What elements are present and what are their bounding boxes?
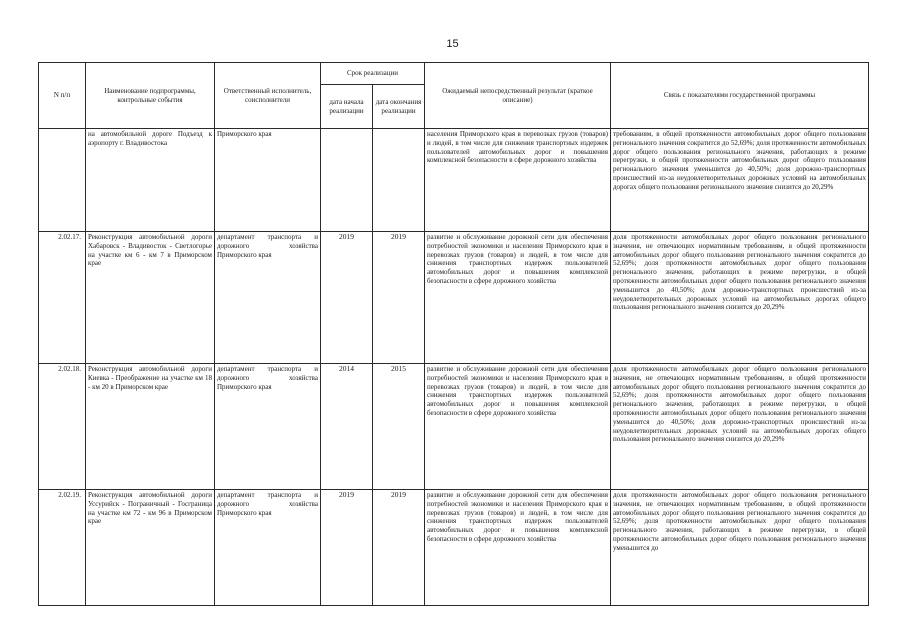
row-num: 2.02.19. (39, 490, 86, 606)
table-header (39, 63, 869, 129)
page-number: 15 (446, 38, 459, 50)
row-name: Реконструкция автомобильной дороги Хабаровск - Владивосток - Светлогорье на участке км 6 - км 7 в Приморском крае (86, 232, 215, 364)
row-link: доля протяженности автомобильных дорог общего пользования регионального значения, не отвечающих нормативным требованиям, в общей протяженности автомобильных дорог общего пользования регионального значения сократится до 52,69%; доля протяженности автомобильных дорог общего пользования регионального значения, работающих в режиме перегрузки, в общей протяженности автомобильных дорог общего пользования регионального значения уменьшится до (611, 490, 869, 606)
table-row (39, 364, 869, 490)
header-start: дата начала реализации (321, 85, 373, 129)
row-num: 2.02.17. (39, 232, 86, 364)
row-num (39, 129, 86, 232)
row-start: 2019 (321, 232, 373, 364)
row-executor: департамент транспорта и дорожного хозяйства Приморского края (215, 490, 321, 606)
row-result: населения Приморского края в перевозках грузов (товаров) и людей, в том числе для снижения транспортных издержек пользователей автомобильных дорог и повышения комплексной безопасности в сфере дорожного хозяйства (425, 129, 611, 232)
row-num: 2.02.18. (39, 364, 86, 490)
row-end (373, 129, 425, 232)
header-period: Срок реализации (321, 63, 425, 85)
row-executor: департамент транспорта и дорожного хозяйства Приморского края (215, 364, 321, 490)
header-result: Ожидаемый непосредственный результат (краткое описание) (425, 63, 611, 129)
header-end: дата окончания реализации (373, 85, 425, 129)
row-start: 2014 (321, 364, 373, 490)
header-link: Связь с показателями государственной программы (611, 63, 869, 129)
row-name: на автомобильной дороге Подъезд к аэропорту г. Владивостока (86, 129, 215, 232)
header-num: N п/п (39, 63, 86, 129)
row-executor: департамент транспорта и дорожного хозяйства Приморского края (215, 232, 321, 364)
row-end: 2019 (373, 490, 425, 606)
row-link: доля протяженности автомобильных дорог общего пользования регионального значения, не отвечающих нормативным требованиям, в общей протяженности автомобильных дорог общего пользования регионального значения сократится до 52,69%; доля протяженности автомобильных дорог общего пользования регионального значения, работающих в режиме перегрузки, в общей протяженности автомобильных дорог общего пользования регионального значения уменьшится до 40,50%; доля дорожно-транспортных происшествий из-за неудовлетворительных дорожных условий на автомобильных дорогах общего пользования регионального значения снизится до 20,29% (611, 364, 869, 490)
row-name: Реконструкция автомобильной дороги Уссурийск - Пограничный - Госграница на участке км 72 - км 96 в Приморском крае (86, 490, 215, 606)
row-result: развитие и обслуживание дорожной сети для обеспечения потребностей экономики и населения Приморского края в перевозках грузов (товаров) и людей, в том числе для снижения транспортных издержек пользователей автомобильных дорог и повышения комплексной безопасности в сфере дорожного хозяйства (425, 232, 611, 364)
row-link: требованиям, в общей протяженности автомобильных дорог общего пользования регионального значения сократится до 52,69%; доля протяженности автомобильных дорог общего пользования регионального значения, работающих в режиме перегрузки, в общей протяженности автомобильных дорог общего пользования регионального значения уменьшится до 40,50%; доля дорожно-транспортных происшествий из-за неудовлетворительных дорожных условий на автомобильных дорогах общего пользования регионального значения снизится до 20,29% (611, 129, 869, 232)
program-table (38, 62, 869, 606)
row-end: 2019 (373, 232, 425, 364)
row-end: 2015 (373, 364, 425, 490)
header-name: Наименование подпрограммы, контрольные события (86, 63, 215, 129)
row-result: развитие и обслуживание дорожной сети для обеспечения потребностей экономики и населения Приморского края в перевозках грузов (товаров) и людей, в том числе для снижения транспортных издержек пользователей автомобильных дорог и повышения комплексной безопасности в сфере дорожного хозяйства (425, 364, 611, 490)
table-row (39, 490, 869, 606)
table-row (39, 129, 869, 232)
row-start (321, 129, 373, 232)
row-link: доля протяженности автомобильных дорог общего пользования регионального значения, не отвечающих нормативным требованиям, в общей протяженности автомобильных дорог общего пользования регионального значения сократится до 52,69%; доля протяженности автомобильных дорог общего пользования регионального значения, работающих в режиме перегрузки, в общей протяженности автомобильных дорог общего пользования регионального значения уменьшится до 40,50%; доля дорожно-транспортных происшествий из-за неудовлетворительных дорожных условий на автомобильных дорогах общего пользования регионального значения снизится до 20,29% (611, 232, 869, 364)
table-row (39, 232, 869, 364)
header-executor: Ответственный исполнитель, соисполнители (215, 63, 321, 129)
row-name: Реконструкция автомобильной дороги Киевка - Преображение на участке км 18 - км 20 в Приморском крае (86, 364, 215, 490)
row-start: 2019 (321, 490, 373, 606)
row-executor: Приморского края (215, 129, 321, 232)
row-result: развитие и обслуживание дорожной сети для обеспечения потребностей экономики и населения Приморского края в перевозках грузов (товаров) и людей, в том числе для снижения транспортных издержек пользователей автомобильных дорог и повышения комплексной безопасности в сфере дорожного хозяйства (425, 490, 611, 606)
